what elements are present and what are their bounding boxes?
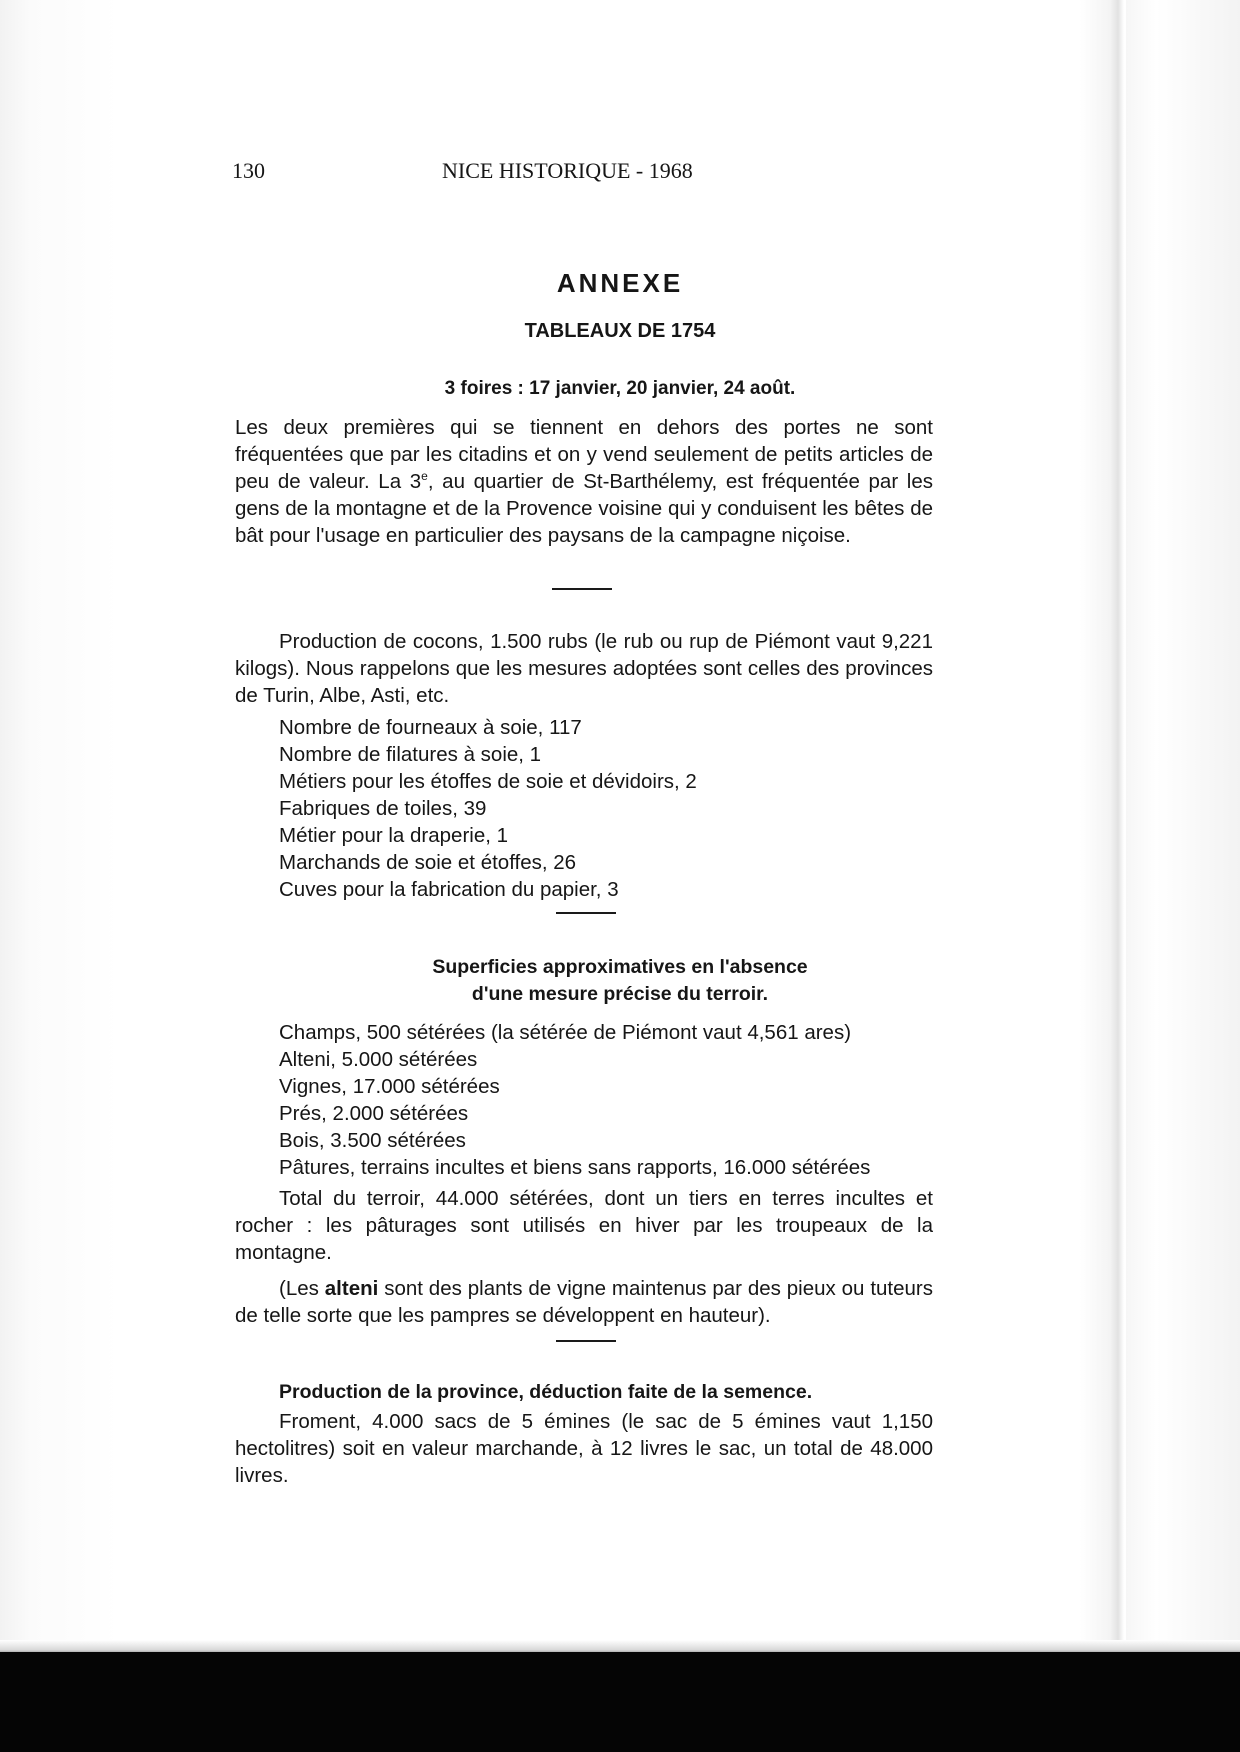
foires-paragraph <box>235 414 933 549</box>
alteni-note-start: (Les <box>279 1277 325 1300</box>
superficies-list <box>279 1019 870 1181</box>
list-item: Métier pour la draperie, 1 <box>279 824 509 847</box>
page-number: 130 <box>232 158 265 183</box>
foires-text-start: Les deux premières qui se tiennent en dehors des portes ne sont fréquentées que par les citadins et on y vend seulement de petits articles de peu de valeur. La 3 <box>235 416 933 493</box>
production-cocons-paragraph: Production de cocons, 1.500 rubs (le rub ou rup de Piémont vaut 9,221 kilogs). Nous rappelons que les mesures adoptées sont celles des provinces de Turin, Albe, Asti, etc. <box>235 630 933 707</box>
list-item: Bois, 3.500 sétérées <box>279 1129 466 1152</box>
alteni-note-end: sont des plants de vigne maintenus par des pieux ou tuteurs de telle sorte que les pampres se développent en hauteur). <box>235 1277 933 1327</box>
list-item: Nombre de filatures à soie, 1 <box>279 743 542 766</box>
list-item: Métiers pour les étoffes de soie et dévidoirs, 2 <box>279 770 697 793</box>
list-item: Nombre de fourneaux à soie, 117 <box>279 716 582 739</box>
list-item: Cuves pour la fabrication du papier, 3 <box>279 878 619 901</box>
foires-text-end: , au quartier de St-Barthélemy, est fréquentée par les gens de la montagne et de la Provence voisine qui y conduisent les bêtes de bât pour l'usage en particulier des paysans de la campagne niçoise. <box>235 470 933 547</box>
journal-title: NICE HISTORIQUE - 1968 <box>442 158 693 183</box>
list-item: Prés, 2.000 sétérées <box>279 1102 469 1125</box>
running-header <box>232 158 932 190</box>
list-item: Alteni, 5.000 sétérées <box>279 1048 478 1071</box>
tableaux-subtitle: TABLEAUX DE 1754 <box>524 320 716 342</box>
total-terroir-paragraph: Total du terroir, 44.000 sétérées, dont un tiers en terres incultes et rocher : les pâturages sont utilisés en hiver par les troupeaux de la montagne. <box>235 1187 933 1264</box>
froment-paragraph: Froment, 4.000 sacs de 5 émines (le sac de 5 émines vaut 1,150 hectolitres) soit en valeur marchande, à 12 livres le sac, un total de 48.000 livres. <box>235 1410 933 1487</box>
annexe-title: ANNEXE <box>556 268 684 298</box>
section-divider <box>552 588 612 590</box>
list-item: Marchands de soie et étoffes, 26 <box>279 851 577 874</box>
production-province-heading: Production de la province, déduction faite de la semence. <box>279 1381 813 1403</box>
list-item: Fabriques de toiles, 39 <box>279 797 487 820</box>
section-divider <box>556 1340 616 1342</box>
superficies-heading-line2: d'une mesure précise du terroir. <box>471 983 769 1005</box>
list-item: Pâtures, terrains incultes et biens sans rapports, 16.000 sétérées <box>279 1156 871 1179</box>
list-item: Champs, 500 sétérées (la sétérée de Piémont vaut 4,561 ares) <box>279 1021 852 1044</box>
superficies-heading-line1: Superficies approximatives en l'absence <box>432 956 808 978</box>
list-item: Vignes, 17.000 sétérées <box>279 1075 500 1098</box>
alteni-term: alteni <box>324 1277 379 1300</box>
superficies-heading <box>0 954 1240 1008</box>
section-divider <box>556 912 616 914</box>
industry-list <box>279 714 697 903</box>
ordinal-superscript: e <box>421 469 428 484</box>
foires-heading: 3 foires : 17 janvier, 20 janvier, 24 août. <box>444 378 796 399</box>
alteni-note-paragraph <box>235 1275 933 1329</box>
scanner-black-border <box>0 1652 1240 1752</box>
